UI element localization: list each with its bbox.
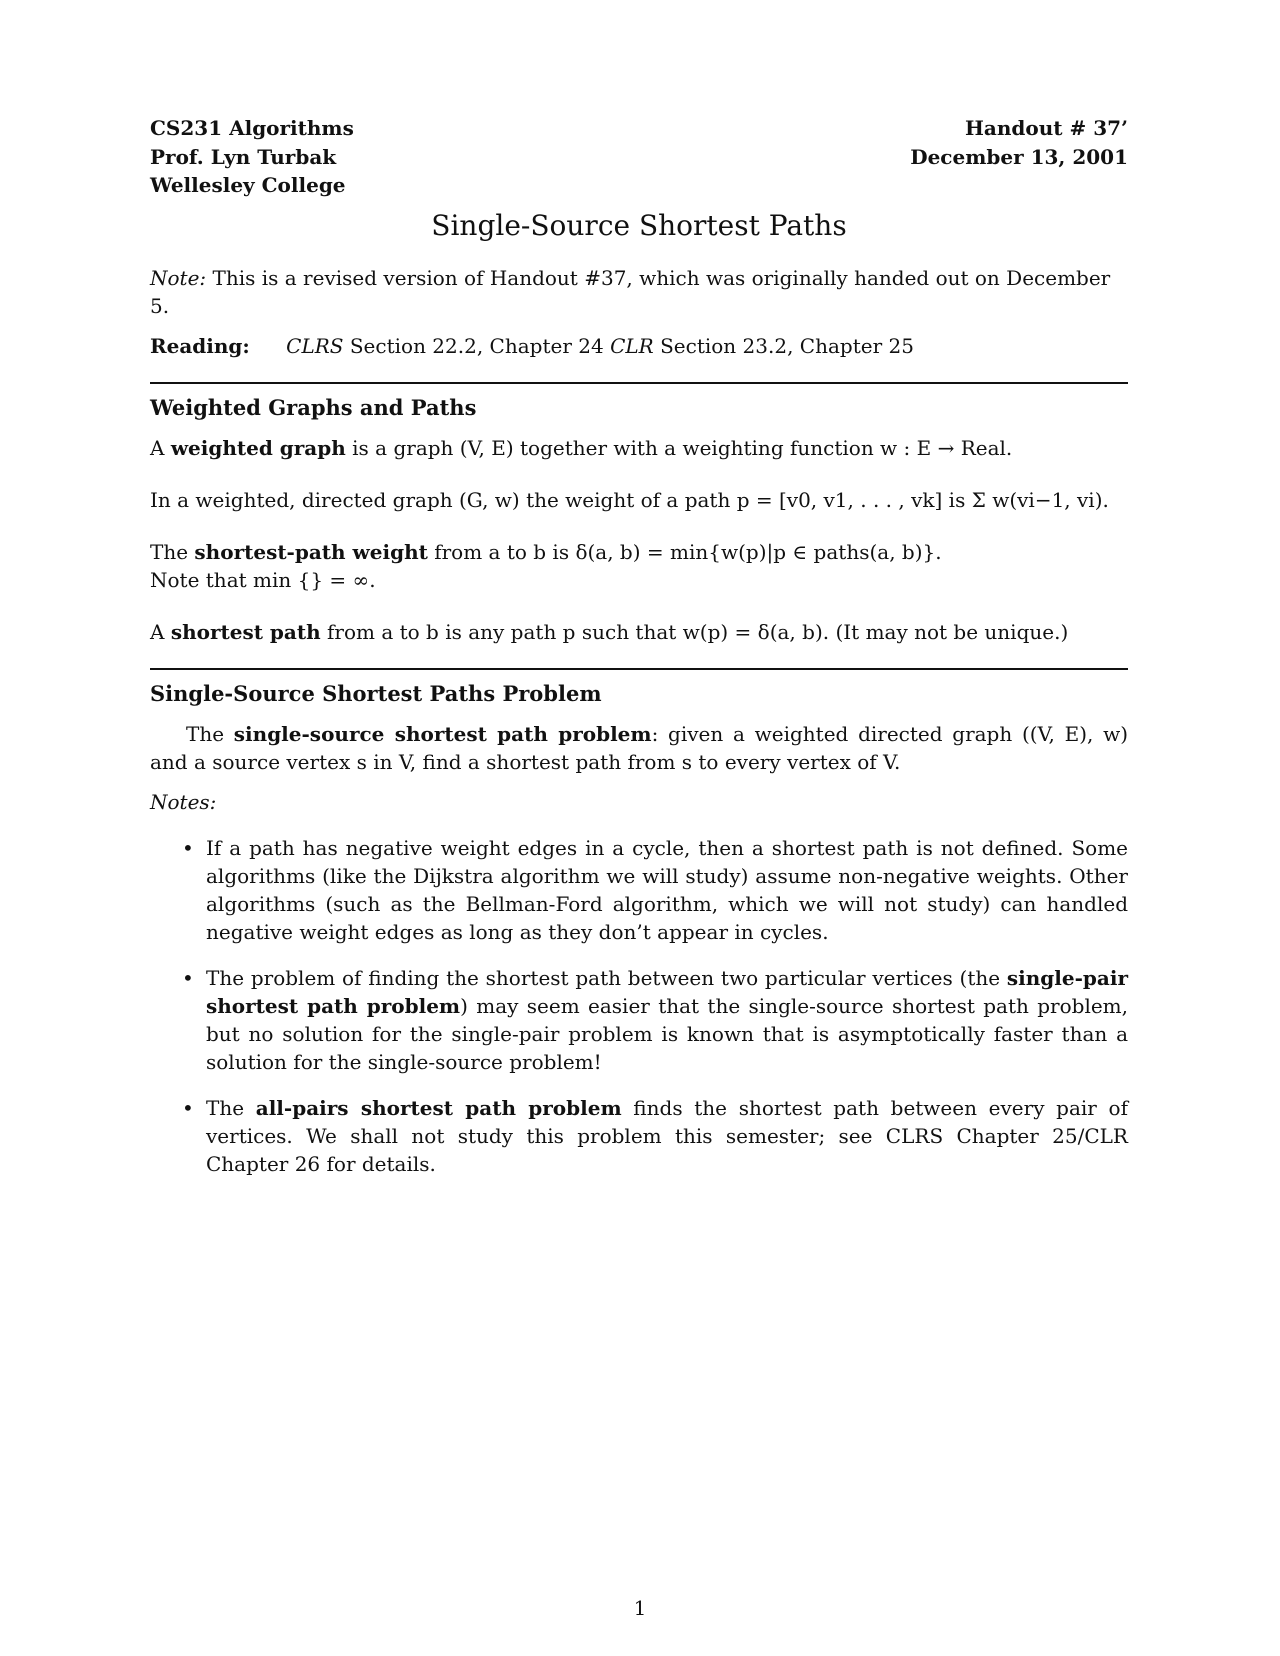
list-item xyxy=(206,964,1128,1076)
professor-name: Prof. Lyn Turbak xyxy=(150,144,337,169)
page-number: 1 xyxy=(633,1596,647,1620)
reading-label: Reading: xyxy=(150,334,250,358)
text: from a to b is any path p such that w(p) = δ(a, b). (It may not be unique.) xyxy=(320,620,1069,644)
section-heading: Single-Source Shortest Paths Problem xyxy=(150,681,602,706)
section-sssp-problem xyxy=(150,680,1128,1178)
weighted-graph-definition xyxy=(150,434,1128,462)
term-single-pair: single-pair shortest path problem xyxy=(206,966,1128,1018)
term-weighted-graph: weighted graph xyxy=(170,436,346,460)
term-all-pairs: all-pairs shortest path problem xyxy=(255,1096,622,1120)
notes-list xyxy=(150,834,1128,1178)
text: The xyxy=(206,1096,256,1120)
text: : given a weighted directed graph ((V, E), w) and a source vertex s in V, find a shortest path from s to every vertex of V. xyxy=(150,722,1129,774)
list-item: • If a path has negative weight edges in a cycle, then a shortest path is not defined. Some algorithms (like the Dijkstra algorithm we will study) assume non-negative weights. Other algorithms (such as the Bellman-Ford algorithm, which we will not study) can handled negative weight edges as long as they don’t appear in cycles. xyxy=(206,834,1128,946)
header-right xyxy=(910,114,1128,171)
term-sssp-problem: single-source shortest path problem xyxy=(233,722,652,746)
header-left xyxy=(150,114,354,200)
term-shortest-path: shortest path xyxy=(170,620,321,644)
college-name: Wellesley College xyxy=(150,173,346,197)
term-shortest-path-weight: shortest-path weight xyxy=(194,540,428,564)
reading-clr: CLR xyxy=(610,334,654,358)
section-divider xyxy=(150,382,1128,384)
notes-label: Notes: xyxy=(150,790,217,814)
text: A xyxy=(150,620,171,644)
document-page xyxy=(150,114,1128,1196)
reading-clrs: CLRS xyxy=(286,334,344,358)
text: finds the shortest path between every pair of vertices. We shall not study this problem this semester; see CLRS Chapter 25/CLR Chapter 26 for details. xyxy=(206,1096,1128,1176)
problem-statement xyxy=(150,720,1128,776)
section-divider xyxy=(150,668,1128,670)
text: ) may seem easier that the single-source shortest path problem, but no solution for the single-pair problem is known that is asymptotically faster than a solution for the single-source problem! xyxy=(206,994,1129,1074)
note-label: Note: xyxy=(150,266,207,290)
reading-clr-ref: Section 23.2, Chapter 25 xyxy=(660,334,914,358)
list-item xyxy=(206,1094,1128,1178)
page-title: Single-Source Shortest Paths xyxy=(431,209,847,242)
text: A xyxy=(150,436,171,460)
course-name: CS231 Algorithms xyxy=(150,116,354,140)
section-heading: Weighted Graphs and Paths xyxy=(150,395,477,420)
text: from a to b is δ(a, b) = min{w(p)|p ∈ paths(a, b)}. xyxy=(427,540,942,564)
revision-note xyxy=(150,264,1128,320)
handout-number: Handout # 37’ xyxy=(965,116,1128,140)
reading-line xyxy=(150,332,1128,360)
reading-clrs-ref: Section 22.2, Chapter 24 xyxy=(349,334,604,358)
note-text: This is a revised version of Handout #37, which was originally handed out on December 5. xyxy=(150,266,1111,318)
text: The xyxy=(186,722,234,746)
path-weight-definition: In a weighted, directed graph (G, w) the weight of a path p = [v0, v1, . . . , vk] is Σ w(vi−1, vi). xyxy=(150,488,1109,512)
shortest-path-weight-definition xyxy=(150,538,1128,566)
text: The problem of finding the shortest path between two particular vertices (the xyxy=(206,966,1007,990)
min-empty-note: Note that min {} = ∞. xyxy=(150,568,376,592)
handout-date: December 13, 2001 xyxy=(910,144,1128,169)
section-weighted-graphs xyxy=(150,394,1128,646)
text: The xyxy=(150,540,195,564)
handout-header xyxy=(150,114,1128,202)
shortest-path-definition xyxy=(150,618,1128,646)
text: is a graph (V, E) together with a weighting function w : E → Real. xyxy=(345,436,1013,460)
